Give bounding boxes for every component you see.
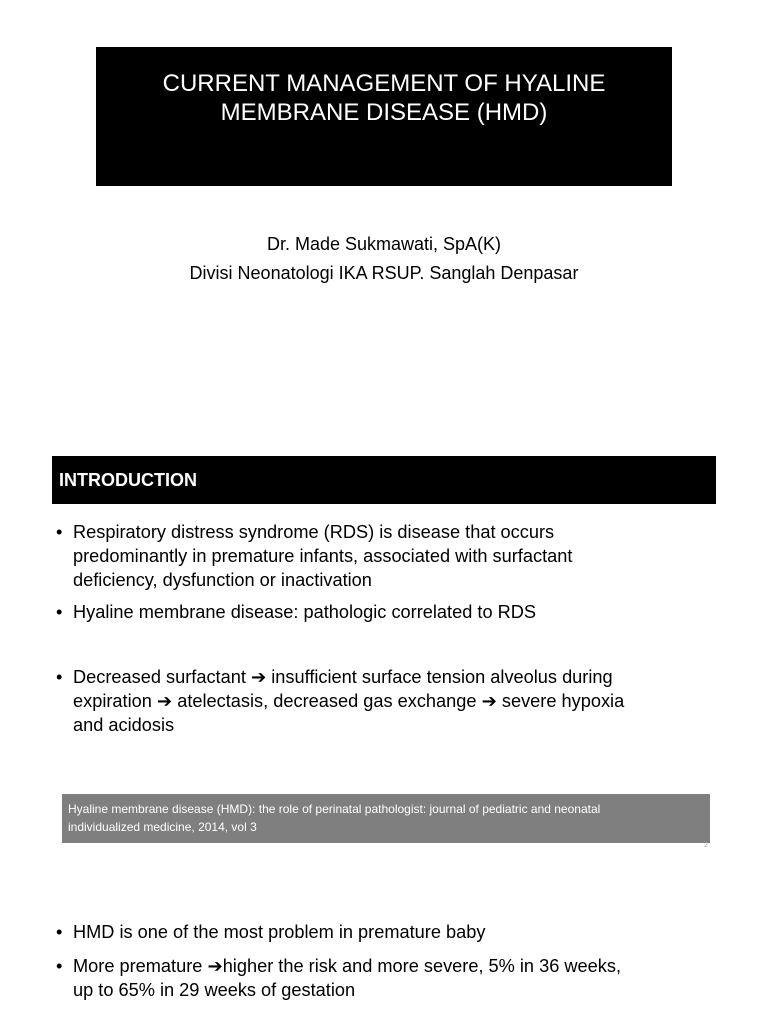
bullet-text-line <box>73 954 716 978</box>
bullet-text-line: • Hyaline membrane disease: pathologic correlated to RDS <box>73 602 537 622</box>
bullet-item-risk <box>56 954 716 1002</box>
page-number: 2 <box>704 842 708 849</box>
author-affiliation: Divisi Neonatologi IKA RSUP. Sanglah Denpasar <box>189 263 579 283</box>
bullet-text-fragment: expiration <box>73 691 157 711</box>
right-arrow-icon: ➔ <box>481 691 497 711</box>
introduction-slide <box>0 430 768 870</box>
bullet-item-rds <box>56 520 716 592</box>
author-name: Dr. Made Sukmawati, SpA(K) <box>266 234 502 254</box>
reference-line: Hyaline membrane disease (HMD): the role of perinatal pathologist: journal of pediatric and neonatal <box>68 802 601 816</box>
slide-title-line-1: CURRENT MANAGEMENT OF HYALINE <box>162 70 606 97</box>
slide-title-line-2: MEMBRANE DISEASE (HMD) <box>220 99 548 126</box>
bullet-list <box>56 520 716 592</box>
bullet-item-surfactant <box>56 665 716 737</box>
bullet-list <box>56 600 716 624</box>
bullet-list <box>56 954 716 1002</box>
bullet-text-fragment: atelectasis, decreased gas exchange <box>172 691 482 711</box>
bullet-text-line: up to 65% in 29 weeks of gestation <box>73 980 356 1000</box>
author-block <box>0 230 768 288</box>
prevalence-slide <box>0 870 768 1024</box>
right-arrow-icon: ➔ <box>156 691 173 711</box>
bullet-text-line: • HMD is one of the most problem in premature baby <box>73 922 486 942</box>
bullet-list <box>56 665 716 737</box>
bullet-item-hmd-problem <box>56 920 716 944</box>
bullet-text-line: and acidosis <box>73 715 175 735</box>
right-arrow-icon: ➔ <box>250 667 267 687</box>
reference-citation <box>62 794 710 843</box>
section-header <box>52 456 716 504</box>
bullet-text-line: predominantly in premature infants, associated with surfactant <box>73 546 573 566</box>
bullet-item-hmd <box>56 600 716 624</box>
bullet-text-line <box>73 665 716 689</box>
section-header-label: INTRODUCTION <box>59 469 197 490</box>
title-banner <box>96 47 672 186</box>
right-arrow-icon: ➔ <box>207 956 223 976</box>
bullet-text-fragment: higher the risk and more severe, 5% in 36 weeks, <box>222 956 621 976</box>
bullet-text-line: • Respiratory distress syndrome (RDS) is disease that occurs <box>73 522 555 542</box>
reference-line: individualized medicine, 2014, vol 3 <box>68 820 257 834</box>
bullet-text-fragment: severe hypoxia <box>496 691 625 711</box>
title-slide <box>0 0 768 430</box>
bullet-text-fragment: insufficient surface tension alveolus during <box>266 667 613 687</box>
bullet-text-fragment: More premature <box>73 956 208 976</box>
bullet-list <box>56 920 716 944</box>
bullet-text-line: deficiency, dysfunction or inactivation <box>73 570 372 590</box>
bullet-text-line <box>73 689 716 713</box>
bullet-text-fragment: Decreased surfactant <box>73 667 251 687</box>
